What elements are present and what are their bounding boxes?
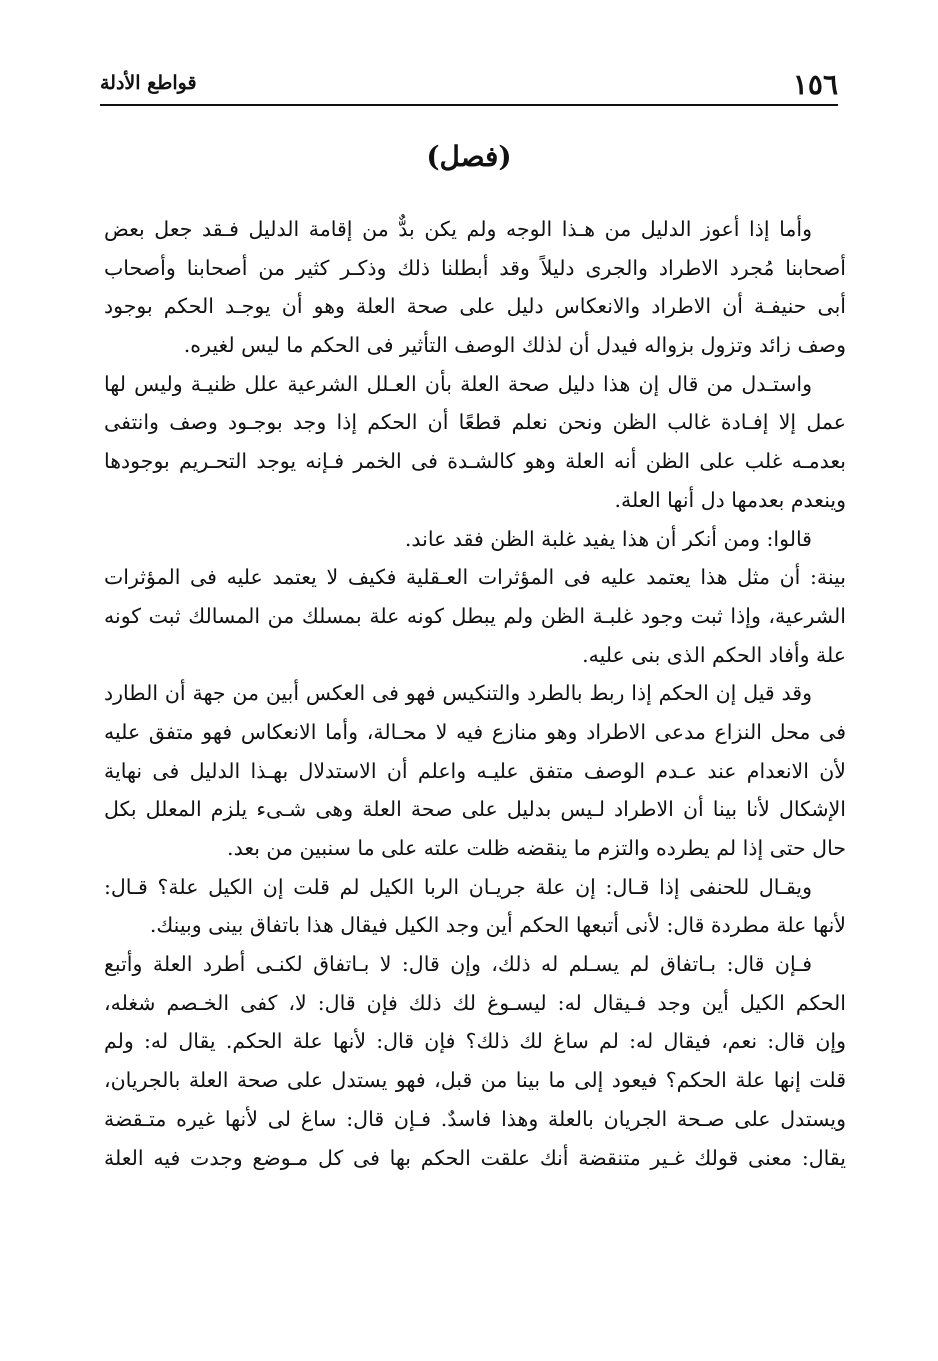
running-title: قواطع الأدلة [100, 72, 197, 94]
text-line: الحكم الكيل أين وجد فـيقال له: ليسـوغ لك ذلك فإن قال: لا، كفى الخـصم شغله، [104, 990, 846, 1015]
text-line: حال حتى إذا لم يطرده والتزم ما ينقضه ظلت علته على ما سنبين من بعد. [227, 836, 846, 860]
text-line: فـإن قال: بـاتفاق لم يسـلم له ذلك، وإن قال: لا بـاتفاق لكنـى أطرد العلة وأتبع [104, 952, 812, 977]
text-line: لأنها علة مطردة قال: لأنى أتبعها الحكم أين وجد الكيل فيقال هذا باتفاق بينى وبينك. [149, 913, 846, 938]
text-line: بعدمـه غلب على الظن أنه العلة وهو كالشـدة فى الخمر فـإنه يوجد التحـريم بوجودها [104, 449, 846, 474]
text-line: أبى حنيفـة أن الاطراد والانعكاس دليل على صحة العلة وهو أن يوجـد الحكم بوجود [104, 294, 846, 319]
page-header [100, 60, 838, 104]
text-line: ويستدل على صـحة الجريان بالعلة وهذا فاسدٌ. فـإن قال: ساغ لى لأنها غيره متـقضة [104, 1106, 846, 1131]
text-line: الإشكال لأنا بينا أن الاطراد لـيس بدليل على صحة العلة وهى شـىء يلزم المعلل بكل [104, 797, 846, 822]
text-line: بينة: أن مثل هذا يعتمد عليه فى المؤثرات العـقلية فكيف لا يعتمد عليه فى المؤثرات [104, 565, 846, 590]
text-line: قالوا: ومن أنكر أن هذا يفيد غلبة الظن فقد عاند. [404, 526, 812, 551]
text-line: قلت إنها علة الحكم؟ فيعود إلى ما بينا من قبل، فهو يستدل على صحة العلة بالجريان، [104, 1068, 846, 1093]
text-line: وأما إذا أعوز الدليل من هـذا الوجه ولم يكن بدٌّ من إقامة الدليل فـقد جعل بعض [104, 217, 812, 241]
text-line: ويقـال للحنفى إذا قـال: إن علة جريـان الربا الكيل لم قلت إن الكيل علة؟ قـال: [104, 874, 812, 899]
page-number: ١٥٦ [792, 68, 838, 101]
text-line: الشرعية، وإذا ثبت وجود غلبـة الظن ولم يبطل كونه علة بمسلك من المسالك ثبت كونه [104, 603, 846, 628]
text-line: وقد قيل إن الحكم إذا ربط بالطرد والتنكيس فهو فى العكس أبين من جهة أن الطارد [104, 681, 812, 706]
chapter-title: (فصل) [426, 140, 512, 173]
text-line: أصحابنا مُجرد الاطراد والجرى دليلاً وقد أبطلنا ذلك وذكـر كثير من أصحابنا وأصحاب [104, 255, 846, 280]
text-line: لأن الانعدام عند عـدم الوصف متفق عليـه واعلم أن الاستدلال بهـذا الدليل فى نهاية [104, 758, 846, 783]
text-line: وإن قال: نعم، فيقال له: لم ساغ لك ذلك؟ فإن قال: لأنها علة الحكم. يقال له: ولم [104, 1029, 846, 1054]
body-text [104, 210, 846, 1177]
text-line: فى محل النزاع مدعى الاطراد وهو منازع فيه لا محـالة، وأما الانعكاس فهو متفق عليه [104, 719, 846, 744]
header-rule [100, 104, 838, 106]
text-line: علة وأفاد الحكم الذى بنى عليه. [582, 642, 846, 667]
text-line: واستـدل من قال إن هذا دليل صحة العلة بأن العـلل الشرعية علل ظنيـة وليس لها [104, 371, 812, 396]
text-line: وينعدم بعدمها دل أنها العلة. [614, 487, 846, 512]
text-line: يقال: معنى قولك غـير متنقضة أنك علقت الحكم بها فى كل مـوضع وجدت فيه العلة [104, 1145, 846, 1170]
text-line: وصف زائد وتزول بزواله فيدل أن لذلك الوصف التأثير فى الحكم ما ليس لغيره. [183, 333, 846, 358]
text-line: عمل إلا إفـادة غالب الظن ونحن نعلم قطعًا أن الحكم إذا وجد بوجـود وصف وانتفى [104, 410, 846, 435]
